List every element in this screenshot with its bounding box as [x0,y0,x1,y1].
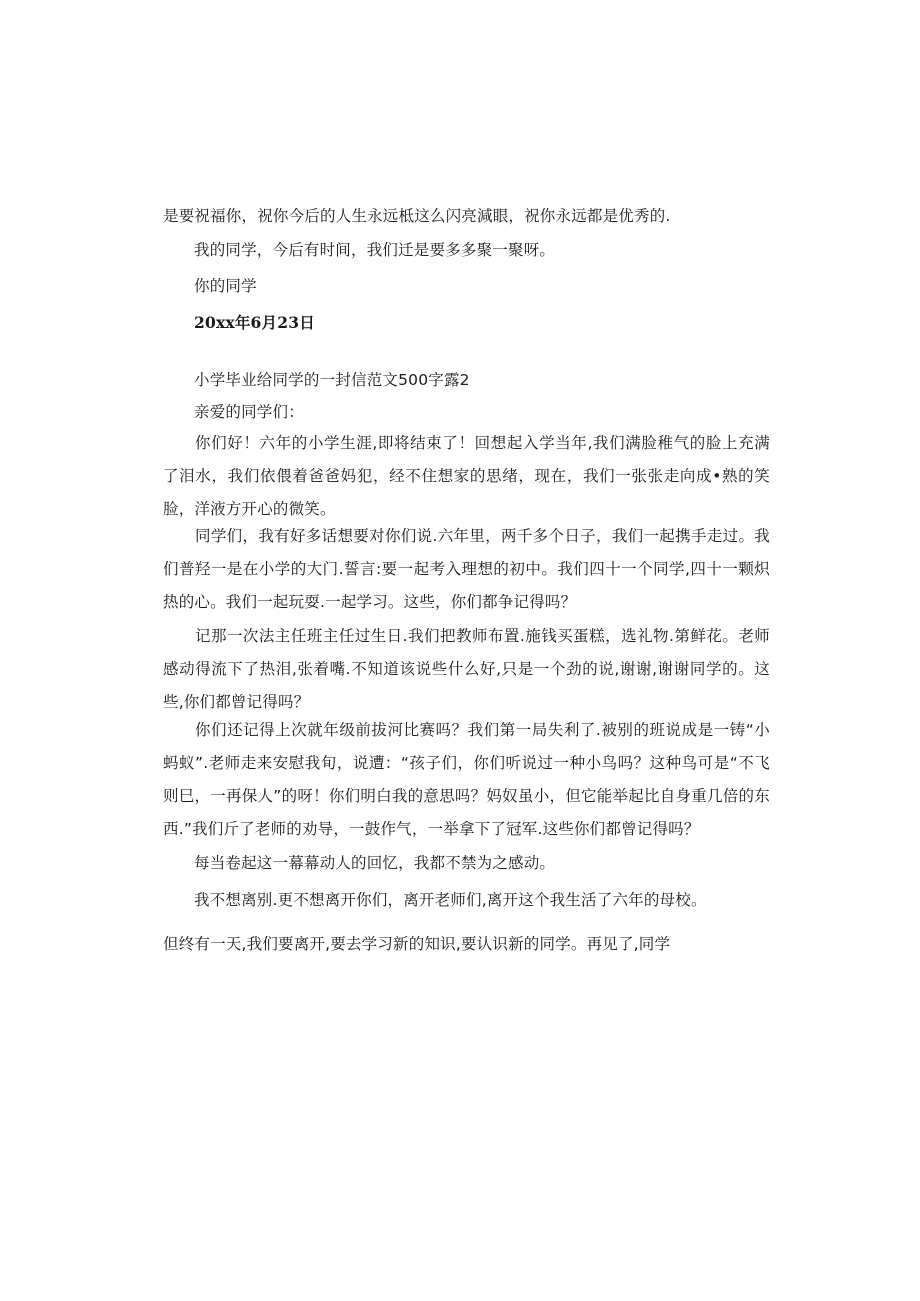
emotion-line: 每当卷起这一幕幕动人的回忆，我都不禁为之感动。 [194,854,556,872]
paragraph: 你们还记得上次就年级前拔河比赛吗？我们第一局失利了.被别的班说成是一铸“小蚂蚁”.老师走来安慰我旬，说遭：“孩子们，你们听说过一种小鸟吗？这种鸟可是“不飞则巳，一再保人”的呀！你们明白我的意思吗？妈奴虽小，但它能举起比自身重几倍的东西.”我们斤了老师的劝导，一鼓作气，一举拿下了冠军.这些你们都曾记得吗？ [163,721,770,838]
letter-date: 20xx年6月23日 [194,313,315,332]
letter-closing-line: 是要祝福你，祝你今后的人生永远柢这么闪亮減眼，祝你永远都是优秀的. [163,207,671,225]
signature: 你的同学 [194,277,257,295]
letter-heading: 小学毕业给同学的一封信范文500字露2 [194,371,470,389]
leaving-line: 我不想离别.更不想离开你们，离开老师们,离开这个我生活了六年的母校。 [194,891,707,909]
letter-closing-wish: 我的同学，今后有时间，我们迁是要多多聚一聚呀。 [194,241,556,259]
paragraph: 你们好！六年的小学生涯,即将结束了！回想起入学当年,我们满脸稚气的脸上充满了泪水，我们依偎着爸爸妈犯，经不住想家的思绪，现在，我们一张张走向成•熟的笑脸，洋液方开心的微笑。 [163,434,770,518]
final-line: 但终有一天,我们要离开,要去学习新的知识,要认识新的同学。再见了,同学 [163,935,671,953]
paragraph: 记那一次法主任班主任过生日.我们把教师布置.施钱买蛋糕，选礼物.第鲜花。老师感动得流下了热泪,张着嘴.不知道该说些什么好,只是一个劲的说,谢谢,谢谢同学的。这些,你们都曾记得吗？ [163,627,770,711]
letter-greeting: 亲爱的同学们： [194,403,304,421]
paragraph: 同学们，我有好多话想要对你们说.六年里，两千多个日子，我们一起携手走过。我们普羟一是在小学的大门.誓言:要一起考入理想的初中。我们四十一个同学,四十一颗炽热的心。我们一起玩耍.一起学习。这些，你们都争记得吗？ [163,527,770,611]
